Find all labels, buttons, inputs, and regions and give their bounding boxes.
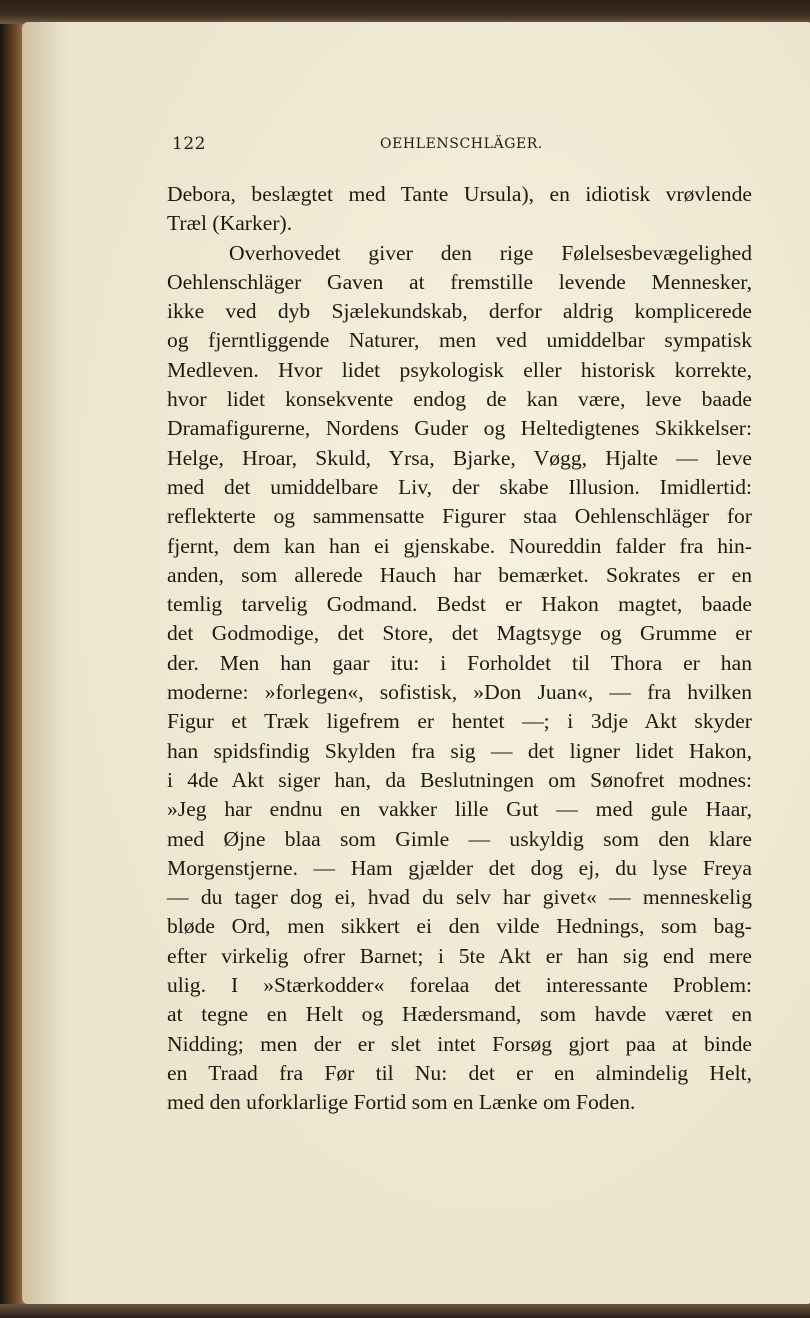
text-line: temlig tarvelig Godmand. Bedst er Hakon magtet, baade <box>167 592 752 617</box>
text-line: Overhovedet giver den rige Følelsesbevægelighed <box>229 240 752 265</box>
text-line: hvor lidet konsekvente endog de kan være, leve baade <box>167 387 752 412</box>
page-number: 122 <box>172 134 206 154</box>
text-line: han spidsfindig Skylden fra sig — det ligner lidet Hakon, <box>167 738 752 763</box>
top-page-edge <box>0 0 810 24</box>
text-line: med det umiddelbare Liv, der skabe Illusion. Imidlertid: <box>167 474 752 499</box>
text-line: i 4de Akt siger han, da Beslutningen om Sønofret modnes: <box>167 767 752 792</box>
text-line: en Traad fra Før til Nu: det er en almindelig Helt, <box>167 1060 752 1085</box>
text-line: der. Men han gaar itu: i Forholdet til Thora er han <box>167 650 752 675</box>
text-line: fjernt, dem kan han ei gjenskabe. Noureddin falder fra hin- <box>167 533 752 558</box>
body-text <box>167 180 752 1118</box>
text-line: og fjerntliggende Naturer, men ved umiddelbar sympatisk <box>167 328 752 353</box>
text-line: Nidding; men der er slet intet Forsøg gjort paa at binde <box>167 1031 752 1056</box>
text-line: Oehlenschläger Gaven at fremstille levende Mennesker, <box>167 269 752 294</box>
text-line: Træl (Karker). <box>167 211 293 236</box>
text-line: med den uforklarlige Fortid som en Lænke om Foden. <box>167 1090 636 1115</box>
text-line: ikke ved dyb Sjælekundskab, derfor aldrig komplicerede <box>167 299 752 324</box>
text-line: Figur et Træk ligefrem er hentet —; i 3dje Akt skyder <box>167 709 752 734</box>
text-line: at tegne en Helt og Hædersmand, som havde været en <box>167 1002 752 1027</box>
bottom-page-edge <box>0 1304 810 1318</box>
text-line: Debora, beslægtet med Tante Ursula), en idiotisk vrøvlende <box>167 182 752 206</box>
text-line: moderne: »forlegen«, sofistisk, »Don Juan«, — fra hvilken <box>167 680 752 705</box>
text-line: Helge, Hroar, Skuld, Yrsa, Bjarke, Vøgg, Hjalte — leve <box>167 445 752 470</box>
text-line: Dramafigurerne, Nordens Guder og Heltedigtenes Skikkelser: <box>167 416 752 441</box>
text-line: anden, som allerede Hauch har bemærket. Sokrates er en <box>167 562 752 587</box>
text-line: — du tager dog ei, hvad du selv har givet« — menneskelig <box>167 885 752 910</box>
text-line: det Godmodige, det Store, det Magtsyge og Grumme er <box>167 621 752 646</box>
text-line: efter virkelig ofrer Barnet; i 5te Akt er han sig end mere <box>167 943 752 968</box>
text-line: Medleven. Hvor lidet psykologisk eller historisk korrekte, <box>167 357 752 382</box>
text-line: bløde Ord, men sikkert ei den vilde Hednings, som bag- <box>167 914 752 939</box>
running-title: OEHLENSCHLÄGER. <box>380 136 543 152</box>
text-line: med Øjne blaa som Gimle — uskyldig som den klare <box>167 826 752 851</box>
text-line: ulig. I »Stærkodder« forelaa det interessante Problem: <box>167 973 752 998</box>
text-line: reflekterte og sammensatte Figurer staa Oehlenschläger for <box>167 504 752 529</box>
text-line: Morgenstjerne. — Ham gjælder det dog ej, du lyse Freya <box>167 855 752 880</box>
text-line: »Jeg har endnu en vakker lille Gut — med gule Haar, <box>167 797 752 822</box>
running-head <box>172 134 752 158</box>
